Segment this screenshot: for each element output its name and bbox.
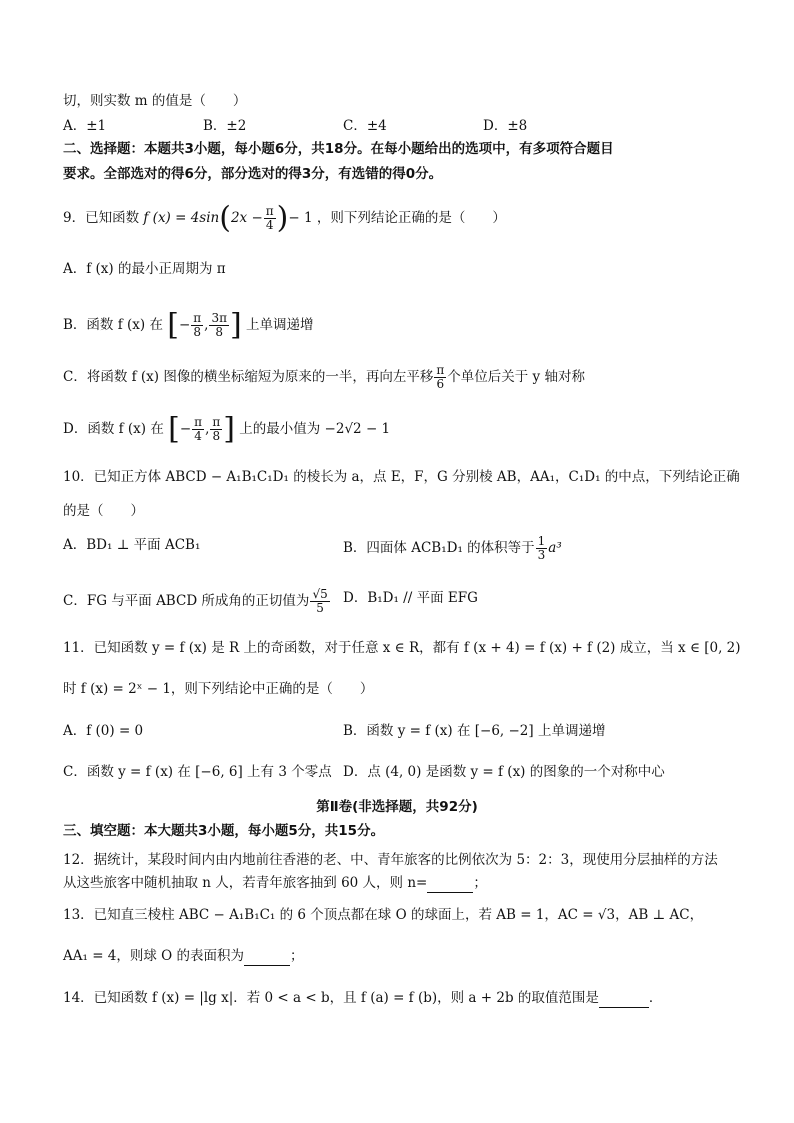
q9-option-b[interactable]: B．函数 f (x) 在 [− $\frac{\pi}{8}$ , $\frac{3\pi}{8}$ ] 上单调递增 <box>63 307 314 343</box>
fraction: $\frac{\pi}{4}$ <box>194 415 203 443</box>
q11-stem-line1: 11．已知函数 y = f (x) 是 R 上的奇函数，对于任意 x ∈ R，都有 f (x + 4) = f (x) + f (2) 成立，当 x ∈ [0, 2) <box>63 640 741 656</box>
section-2-heading-line2: 要求。全部选对的得6分，部分选对的得3分，有选错的得0分。 <box>63 166 443 182</box>
answer-blank[interactable] <box>427 878 473 893</box>
fraction: $\frac{\pi}{8}$ <box>193 311 202 339</box>
fraction: $\frac{\pi}{8}$ <box>212 415 221 443</box>
answer-blank[interactable] <box>244 951 290 966</box>
fraction: $\frac{√5}{5}$ <box>312 587 328 615</box>
q13-stem-line2: AA₁ = 4，则球 O 的表面积为 ； <box>63 948 304 964</box>
q8-stem-tail: 切，则实数 m 的值是（ ） <box>63 93 247 109</box>
q10-stem-line2: 的是（ ） <box>63 503 144 519</box>
q14-stem: 14．已知函数 f (x) = |lg x|．若 0 < a < b，且 f (a) = f (b)，则 a + 2b 的取值范围是 ． <box>63 990 663 1006</box>
q12-stem-line2: 从这些旅客中随机抽取 n 人，若青年旅客抽到 60 人，则 n= ； <box>63 875 487 891</box>
q11-option-b[interactable]: B．函数 y = f (x) 在 [−6, −2] 上单调递增 <box>343 723 606 739</box>
q11-option-a[interactable]: A．f (0) = 0 <box>63 723 144 739</box>
section-2-heading-line1: 二、选择题：本题共3小题，每小题6分，共18分。在每小题给出的选项中，有多项符合题目 <box>63 141 614 157</box>
q11-option-c[interactable]: C．函数 y = f (x) 在 [−6, 6] 上有 3 个零点 <box>63 764 332 780</box>
section-3-heading: 三、填空题：本大题共3小题，每小题5分，共15分。 <box>63 823 385 839</box>
fraction: $\frac{\pi}{4}$ <box>265 204 274 232</box>
fraction: $\frac{3\pi}{8}$ <box>211 311 227 339</box>
fraction: $\frac{1}{3}$ <box>537 534 546 562</box>
q10-option-c[interactable]: C．FG 与平面 ABCD 所成角的正切值为 $\frac{√5}{5}$ <box>63 587 328 615</box>
fraction: $\frac{\pi}{6}$ <box>436 363 445 391</box>
q13-stem-line1: 13．已知直三棱柱 ABC − A₁B₁C₁ 的 6 个顶点都在球 O 的球面上，若 AB = 1，AC = √3，AB ⊥ AC， <box>63 907 704 923</box>
q10-stem-line1: 10．已知正方体 ABCD − A₁B₁C₁D₁ 的棱长为 a，点 E，F，G 分别棱 AB，AA₁，C₁D₁ 的中点，下列结论正确 <box>63 469 740 485</box>
q9-option-d[interactable]: D．函数 f (x) 在 [− $\frac{\pi}{4}$ , $\frac{\pi}{8}$ ] 上的最小值为 −2√2 − 1 <box>63 411 391 447</box>
q10-option-a[interactable]: A．BD₁ ⊥ 平面 ACB₁ <box>63 537 201 553</box>
q10-option-b[interactable]: B．四面体 ACB₁D₁ 的体积等于 $\frac{1}{3}$ a³ <box>343 534 562 562</box>
q8-option-d[interactable]: D．±8 <box>483 118 528 134</box>
q9-option-a[interactable]: A．f (x) 的最小正周期为 π <box>63 261 226 277</box>
q9-option-c[interactable]: C．将函数 f (x) 图像的横坐标缩短为原来的一半，再向左平移 $\frac{\pi}{6}$ 个单位后关于 y 轴对称 <box>63 363 585 391</box>
q11-option-d[interactable]: D．点 (4, 0) 是函数 y = f (x) 的图象的一个对称中心 <box>343 764 665 780</box>
q8-option-c[interactable]: C．±4 <box>343 118 387 134</box>
q8-option-a[interactable]: A．±1 <box>63 118 107 134</box>
q9-stem: 9．已知函数 f (x) = 4sin(2x − $\frac{\pi}{4}$ )− 1 ，则下列结论正确的是（ ） <box>63 200 506 236</box>
q10-option-d[interactable]: D．B₁D₁ // 平面 EFG <box>343 590 478 606</box>
q11-stem-line2: 时 f (x) = 2ˣ − 1，则下列结论中正确的是（ ） <box>63 681 374 697</box>
q12-stem-line1: 12．据统计，某段时间内由内地前往香港的老、中、青年旅客的比例依次为 5：2：3，现使用分层抽样的方法 <box>63 852 718 868</box>
answer-blank[interactable] <box>599 993 649 1008</box>
part-2-title: 第Ⅱ卷(非选择题，共92分) <box>316 799 478 815</box>
q8-option-b[interactable]: B．±2 <box>203 118 247 134</box>
